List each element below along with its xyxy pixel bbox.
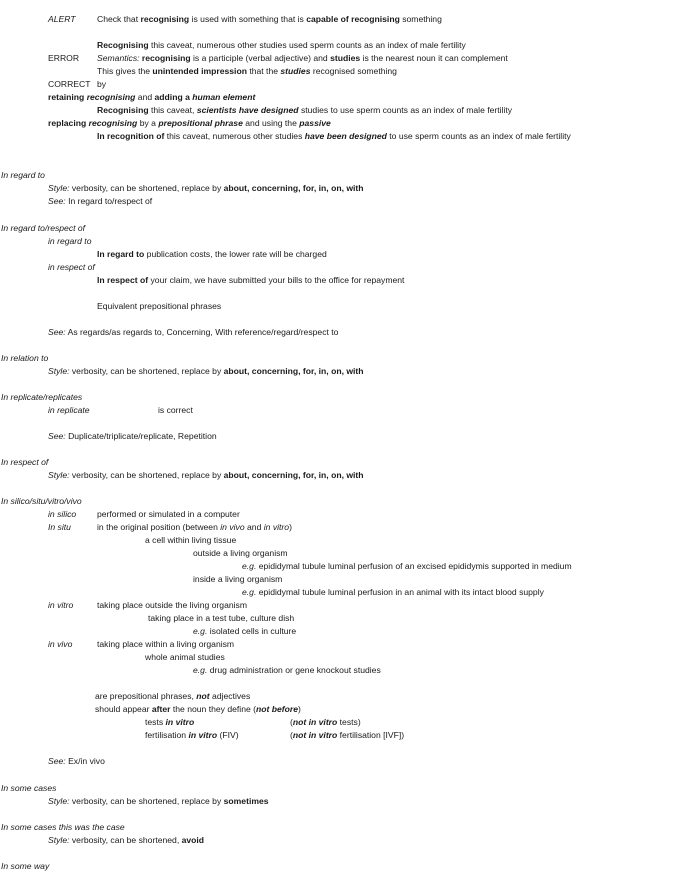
- replacing-line: replacing recognising by a prepositional phrase and using the passive: [48, 118, 331, 128]
- correction-example-1: Recognising this caveat, scientists have designed studies to use sperm counts as an index of male fertility: [97, 105, 513, 115]
- example-tests-in-vitro: tests in vitro: [145, 717, 195, 727]
- definition-in-vitro: taking place outside the living organism: [97, 600, 248, 610]
- counter-example-fertilisation: (not in vitro fertilisation [IVF]): [290, 730, 405, 740]
- style-note: Style: verbosity, can be shortened, replace by sometimes: [48, 796, 269, 806]
- correct-by: by: [97, 79, 107, 89]
- entry-heading-in-relation-to: In relation to: [1, 353, 49, 363]
- placement-note: should appear after the noun they define (not before): [95, 704, 301, 714]
- example-in-regard-to: In regard to publication costs, the lower rate will be charged: [97, 249, 327, 259]
- see-also: See: Ex/in vivo: [48, 756, 105, 766]
- definition-in-situ: in the original position (between in vivo and in vitro): [97, 522, 292, 532]
- entry-heading-in-some-cases: In some cases: [1, 783, 57, 793]
- style-note: Style: verbosity, can be shortened, avoid: [48, 835, 205, 845]
- subentry-in-regard-to: in regard to: [48, 236, 92, 246]
- definition-in-vivo: taking place within a living organism: [97, 639, 235, 649]
- entry-heading-in-regard-respect: In regard to/respect of: [1, 223, 86, 233]
- correct-note: is correct: [158, 405, 193, 415]
- term-in-silico: in silico: [48, 509, 77, 519]
- entry-heading-in-some-cases-was: In some cases this was the case: [1, 822, 125, 832]
- example-in-respect-of: In respect of your claim, we have submitted your bills to the office for repayment: [97, 275, 405, 285]
- situ-cell-note: a cell within living tissue: [145, 535, 237, 545]
- semantics-line: Semantics: recognising is a participle (verbal adjective) and studies is the nearest noun it can complement: [97, 53, 508, 63]
- correction-example-2: In recognition of this caveat, numerous other studies have been designed to use sperm counts as an index of male fertility: [97, 131, 571, 141]
- situ-inside-example: e.g. epididymal tubule luminal perfusion in an animal with its intact blood supply: [242, 587, 544, 597]
- see-also: See: In regard to/respect of: [48, 196, 153, 206]
- alert-line: Check that recognising is used with something that is capable of recognising something: [97, 14, 442, 24]
- impression-line: This gives the unintended impression that the studies recognised something: [97, 66, 397, 76]
- entry-heading-in-regard-to: In regard to: [1, 170, 45, 180]
- vivo-example: e.g. drug administration or gene knockout studies: [193, 665, 381, 675]
- retaining-line: retaining recognising and adding a human element: [48, 92, 256, 102]
- entry-heading-in-some-way: In some way: [1, 861, 50, 871]
- alert-tag: ALERT: [48, 14, 76, 24]
- subentry-in-replicate: in replicate: [48, 405, 90, 415]
- definition-in-silico: performed or simulated in a computer: [97, 509, 240, 519]
- subentry-in-respect-of: in respect of: [48, 262, 95, 272]
- error-tag: ERROR: [48, 53, 80, 63]
- style-note: Style: verbosity, can be shortened, replace by about, concerning, for, in, on, with: [48, 470, 364, 480]
- see-also: See: Duplicate/triplicate/replicate, Repetition: [48, 431, 217, 441]
- situ-outside-example: e.g. epididymal tubule luminal perfusion of an excised epididymis supported in medium: [242, 561, 572, 571]
- situ-inside-note: inside a living organism: [193, 574, 283, 584]
- term-in-situ: In situ: [48, 522, 71, 532]
- see-also: See: As regards/as regards to, Concerning, With reference/regard/respect to: [48, 327, 339, 337]
- entry-heading-in-silico: In silico/situ/vitro/vivo: [1, 496, 82, 506]
- term-in-vivo: in vivo: [48, 639, 73, 649]
- counter-example-tests: (not in vitro tests): [290, 717, 361, 727]
- equivalent-note: Equivalent prepositional phrases: [97, 301, 222, 311]
- vitro-example: e.g. isolated cells in culture: [193, 626, 297, 636]
- situ-outside-note: outside a living organism: [193, 548, 288, 558]
- prepositional-note: are prepositional phrases, not adjectives: [95, 691, 251, 701]
- term-in-vitro: in vitro: [48, 600, 74, 610]
- alert-example: Recognising this caveat, numerous other studies used sperm counts as an index of male fertility: [97, 40, 466, 50]
- vivo-whole-animal-note: whole animal studies: [145, 652, 225, 662]
- vitro-test-tube-note: taking place in a test tube, culture dish: [148, 613, 295, 623]
- example-fertilisation-in-vitro: fertilisation in vitro (FIV): [145, 730, 239, 740]
- correct-tag: CORRECT: [48, 79, 91, 89]
- style-note: Style: verbosity, can be shortened, replace by about, concerning, for, in, on, with: [48, 366, 364, 376]
- entry-heading-in-respect-of: In respect of: [1, 457, 49, 467]
- style-note: Style: verbosity, can be shortened, replace by about, concerning, for, in, on, with: [48, 183, 364, 193]
- entry-heading-in-replicate: In replicate/replicates: [1, 392, 83, 402]
